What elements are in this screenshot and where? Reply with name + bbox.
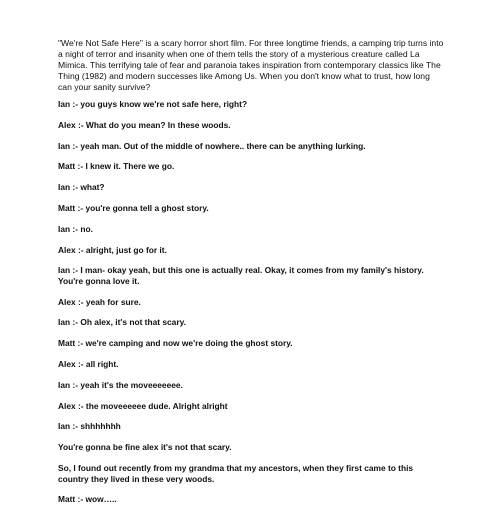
dialogue-line: Ian :- you guys know we're not safe here, right? [58, 99, 248, 109]
dialogue-line: Ian :- what? [58, 182, 105, 193]
dialogue-line: Ian :- Oh alex, it's not that scary. [58, 317, 186, 328]
dialogue-line: Matt :- wow….. [58, 494, 117, 505]
intro-paragraph: "We're Not Safe Here" is a scary horror short film. For three longtime friends, a camping trip turns into a night of terror and insanity when one of them tells the story of a mysterious creature called La Mimica. This terrifying tale of fear and paranoia takes inspiration from contemporary classics like The Thing (1982) and modern successes like Among Us. When you don't know what to trust, how long can your sanity survive? [58, 38, 444, 92]
dialogue-line: Matt :- you're gonna tell a ghost story. [58, 202, 209, 213]
dialogue-line: You're gonna be fine alex it's not that scary. [58, 442, 232, 453]
dialogue-line: Alex :- the moveeeeee dude. Alright alright [58, 400, 228, 411]
dialogue-line: Matt :- I knew it. There we go. [58, 161, 175, 172]
dialogue-line: Ian :- yeah it's the moveeeeeee. [58, 379, 183, 390]
dialogue-line: Ian :- shhhhhhh [58, 421, 121, 432]
dialogue-lines [58, 99, 445, 505]
dialogue-line: Alex :- What do you mean? In these woods. [58, 119, 231, 130]
dialogue-line: Ian :- yeah man. Out of the middle of nowhere.. there can be anything lurking. [58, 140, 366, 151]
dialogue-line: Alex :- alright, just go for it. [58, 244, 167, 255]
dialogue-line: Matt :- we're camping and now we're doing the ghost story. [58, 338, 293, 349]
dialogue-line: Ian :- I man- okay yeah, but this one is actually real. Okay, it comes from my family's history. You're gonna love it. [58, 265, 424, 286]
dialogue-line: So, I found out recently from my grandma that my ancestors, when they first came to this country they lived in these very woods. [58, 463, 414, 484]
dialogue-line: Alex :- yeah for sure. [58, 296, 141, 307]
dialogue-line: Ian :- no. [58, 223, 93, 234]
dialogue-line: Alex :- all right. [58, 359, 119, 370]
